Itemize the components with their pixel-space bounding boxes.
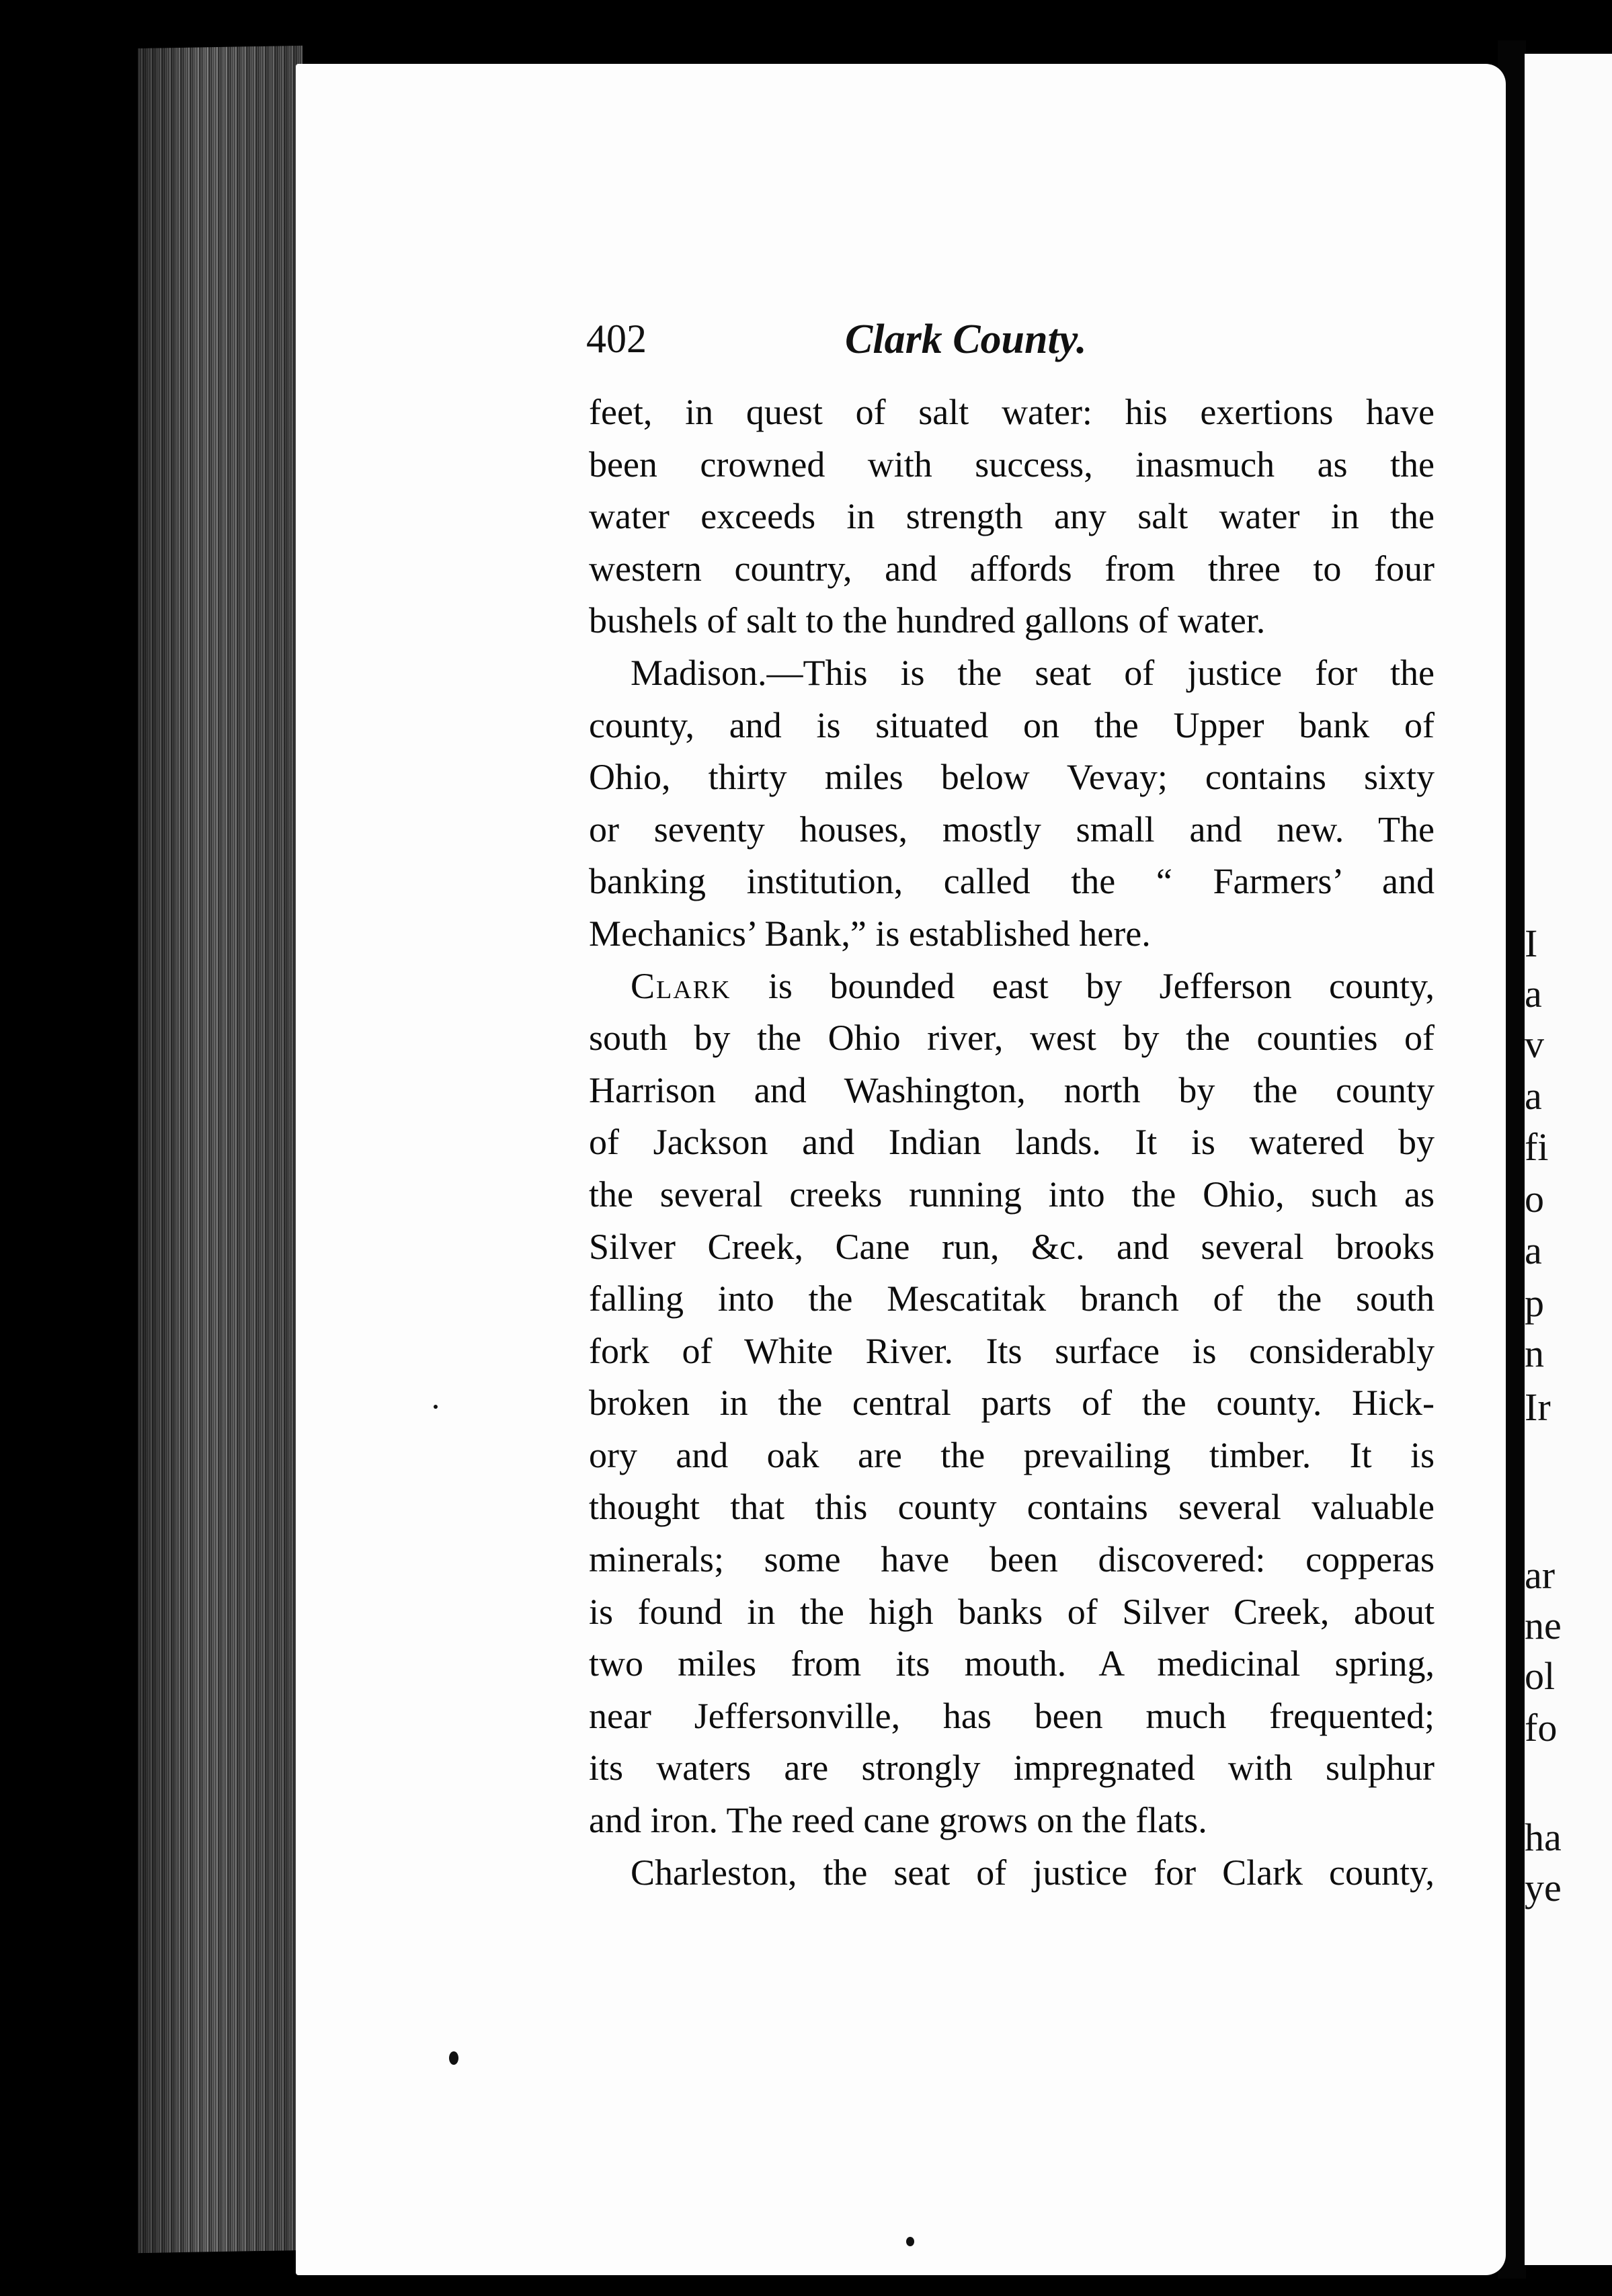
text-line: banking institution, called the “ Farmers’ and	[589, 861, 1435, 902]
text-line: bushels of salt to the hundred gallons of water.	[589, 600, 1266, 641]
facing-page-fragment: a	[1525, 1229, 1542, 1272]
page-header	[586, 316, 1137, 370]
text-line: feet, in quest of salt water: his exertions have	[589, 392, 1435, 432]
facing-page-fragment: a	[1525, 1074, 1542, 1118]
facing-page-fragment: ye	[1525, 1866, 1562, 1910]
text-line: ory and oak are the prevailing timber. It is	[589, 1434, 1435, 1475]
facing-page-fragment: ha	[1525, 1815, 1562, 1859]
page-number: 402	[586, 317, 647, 361]
scan-speck	[434, 1405, 438, 1409]
facing-page-fragment: fi	[1525, 1125, 1549, 1169]
facing-page-fragment: ol	[1525, 1654, 1556, 1698]
facing-page-fragment: I	[1525, 921, 1538, 965]
facing-page-fragment: o	[1525, 1177, 1544, 1221]
facing-page-fragment: v	[1525, 1022, 1544, 1066]
text-line: Silver Creek, Cane run, &c. and several brooks	[589, 1226, 1435, 1267]
text-line-with-small-caps	[589, 960, 1435, 1013]
text-line: western country, and affords from three to four	[589, 548, 1435, 589]
facing-page-fragment: p	[1525, 1281, 1544, 1325]
page-body	[589, 386, 1435, 1899]
text-line: or seventy houses, mostly small and new. The	[589, 809, 1435, 850]
county-name-small-caps: Clark	[631, 965, 731, 1006]
facing-page-fragment: ar	[1525, 1553, 1556, 1597]
running-title: Clark County.	[845, 317, 1087, 362]
text-line: near Jeffersonville, has been much frequented;	[589, 1695, 1435, 1736]
text-line: Charleston, the seat of justice for Clark county,	[631, 1852, 1435, 1893]
text-line: the several creeks running into the Ohio, such as	[589, 1174, 1435, 1215]
facing-page-sliver	[1525, 54, 1612, 2265]
text-line: thought that this county contains several valuable	[589, 1487, 1435, 1528]
text-line: and iron. The reed cane grows on the flats.	[589, 1800, 1207, 1841]
scan-speck	[906, 2237, 914, 2246]
text-line: of Jackson and Indian lands. It is watered by	[589, 1122, 1435, 1163]
text-line: two miles from its mouth. A medicinal spring,	[589, 1643, 1435, 1684]
text-line: minerals; some have been discovered: copperas	[589, 1539, 1435, 1580]
text-line: falling into the Mescatitak branch of the south	[589, 1278, 1435, 1319]
text-line: Mechanics’ Bank,” is established here.	[589, 913, 1151, 954]
text-line: Madison.—This is the seat of justice for the	[631, 652, 1435, 693]
facing-page-fragment: Ir	[1525, 1385, 1551, 1429]
book-page-edges	[138, 46, 303, 2253]
text-line: been crowned with success, inasmuch as the	[589, 444, 1435, 485]
text-line-remainder: is bounded east by Jefferson county,	[731, 965, 1435, 1006]
text-line: county, and is situated on the Upper bank of	[589, 704, 1435, 745]
facing-page-fragment: fo	[1525, 1706, 1558, 1750]
facing-page-fragment: n	[1525, 1331, 1544, 1375]
text-line: south by the Ohio river, west by the counties of	[589, 1018, 1435, 1059]
text-line: broken in the central parts of the county. Hick-	[589, 1383, 1435, 1424]
facing-page-fragment: ne	[1525, 1604, 1562, 1647]
text-line: its waters are strongly impregnated with sulphur	[589, 1748, 1435, 1789]
facing-page-fragment: a	[1525, 972, 1542, 1016]
scan-speck	[449, 2051, 458, 2065]
text-line: is found in the high banks of Silver Creek, about	[589, 1591, 1435, 1632]
text-line: water exceeds in strength any salt water in the	[589, 496, 1435, 537]
text-line: Harrison and Washington, north by the county	[589, 1069, 1435, 1110]
text-line: fork of White River. Its surface is considerably	[589, 1330, 1435, 1371]
text-line: Ohio, thirty miles below Vevay; contains sixty	[589, 757, 1435, 798]
